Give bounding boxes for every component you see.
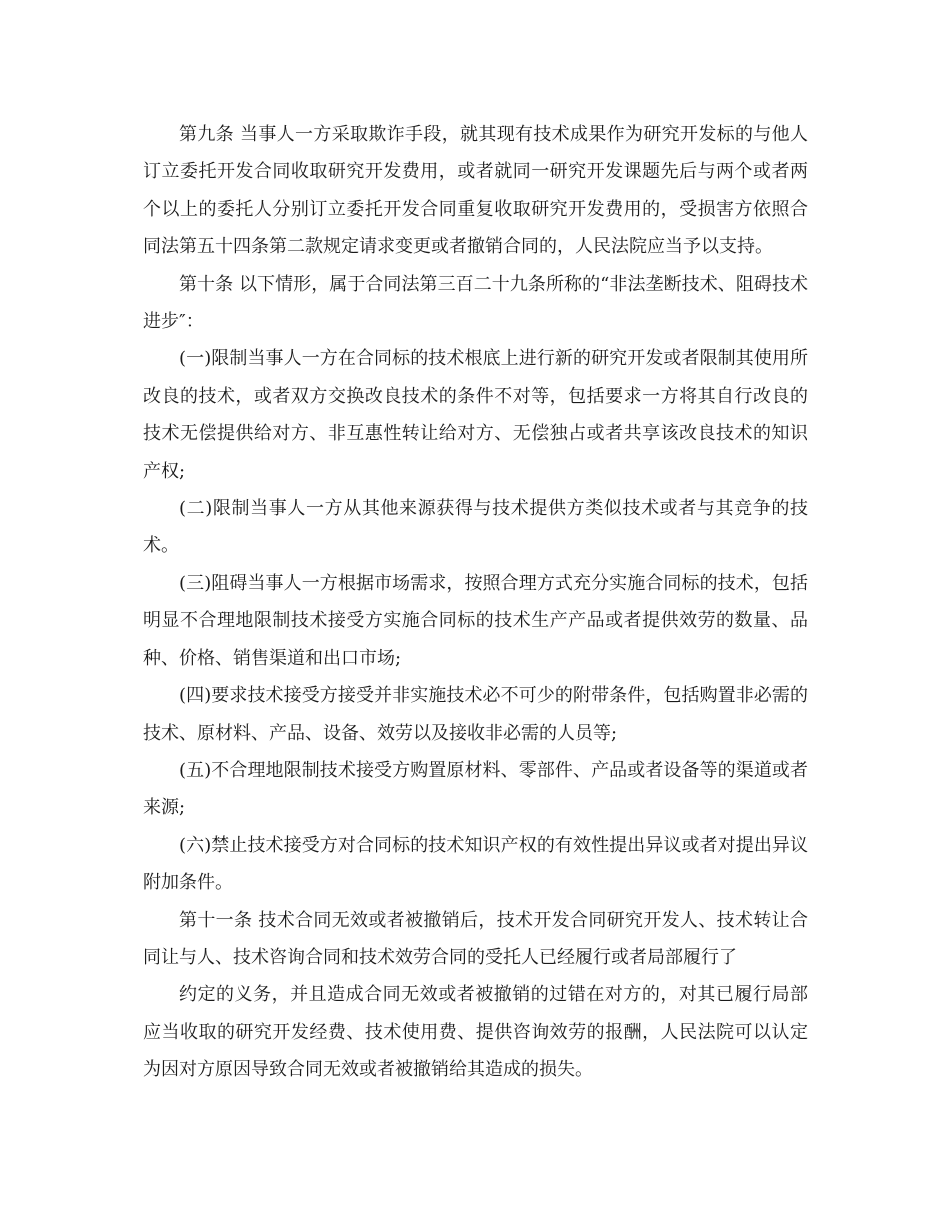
article-10-item-5: (五)不合理地限制技术接受方购置原材料、零部件、产品或者设备等的渠道或者来源; [143,759,808,819]
article-10-paragraph: 第十条 以下情形，属于合同法第三百二十九条所称的“非法垄断技术、阻碍技术进步″： [143,273,808,333]
article-10-item-2: (二)限制当事人一方从其他来源获得与技术提供方类似技术或者与其竞争的技术。 [143,498,808,557]
article-9-paragraph: 第九条 当事人一方采取欺诈手段，就其现有技术成果作为研究开发标的与他人订立委托开发合同收取研究开发费用，或者就同一研究开发课题先后与两个或者两个以上的委托人分别订立委托开发合同重复收取研究开发费用的，受损害方依照合同法第五十四条第二款规定请求变更或者撤销合同的，人民法院应当予以支持。 [143,124,808,258]
article-10-item-6: (六)禁止技术接受方对合同标的技术知识产权的有效性提出异议或者对提出异议附加条件。 [143,834,808,894]
article-11-continuation: 约定的义务，并且造成合同无效或者被撤销的过错在对方的，对其已履行局部应当收取的研究开发经费、技术使用费、提供咨询效劳的报酬，人民法院可以认定为因对方原因导致合同无效或者被撤销给其造成的损失。 [143,984,808,1081]
article-10-item-3: (三)阻碍当事人一方根据市场需求，按照合理方式充分实施合同标的技术，包括明显不合理地限制技术接受方实施合同标的技术生产产品或者提供效劳的数量、品种、价格、销售渠道和出口市场; [143,572,808,669]
article-10-item-1: (一)限制当事人一方在合同标的技术根底上进行新的研究开发或者限制其使用所改良的技术，或者双方交换改良技术的条件不对等，包括要求一方将其自行改良的技术无偿提供给对方、非互惠性转让给对方、无偿独占或者共享该改良技术的知识产权; [143,348,808,482]
article-11-paragraph: 第十一条 技术合同无效或者被撤销后，技术开发合同研究开发人、技术转让合同让与人、技术咨询合同和技术效劳合同的受托人已经履行或者局部履行了 [143,909,808,968]
document-body [143,116,808,1089]
article-10-item-4: (四)要求技术接受方接受并非实施技术必不可少的附带条件，包括购置非必需的技术、原材料、产品、设备、效劳以及接收非必需的人员等; [143,685,808,744]
